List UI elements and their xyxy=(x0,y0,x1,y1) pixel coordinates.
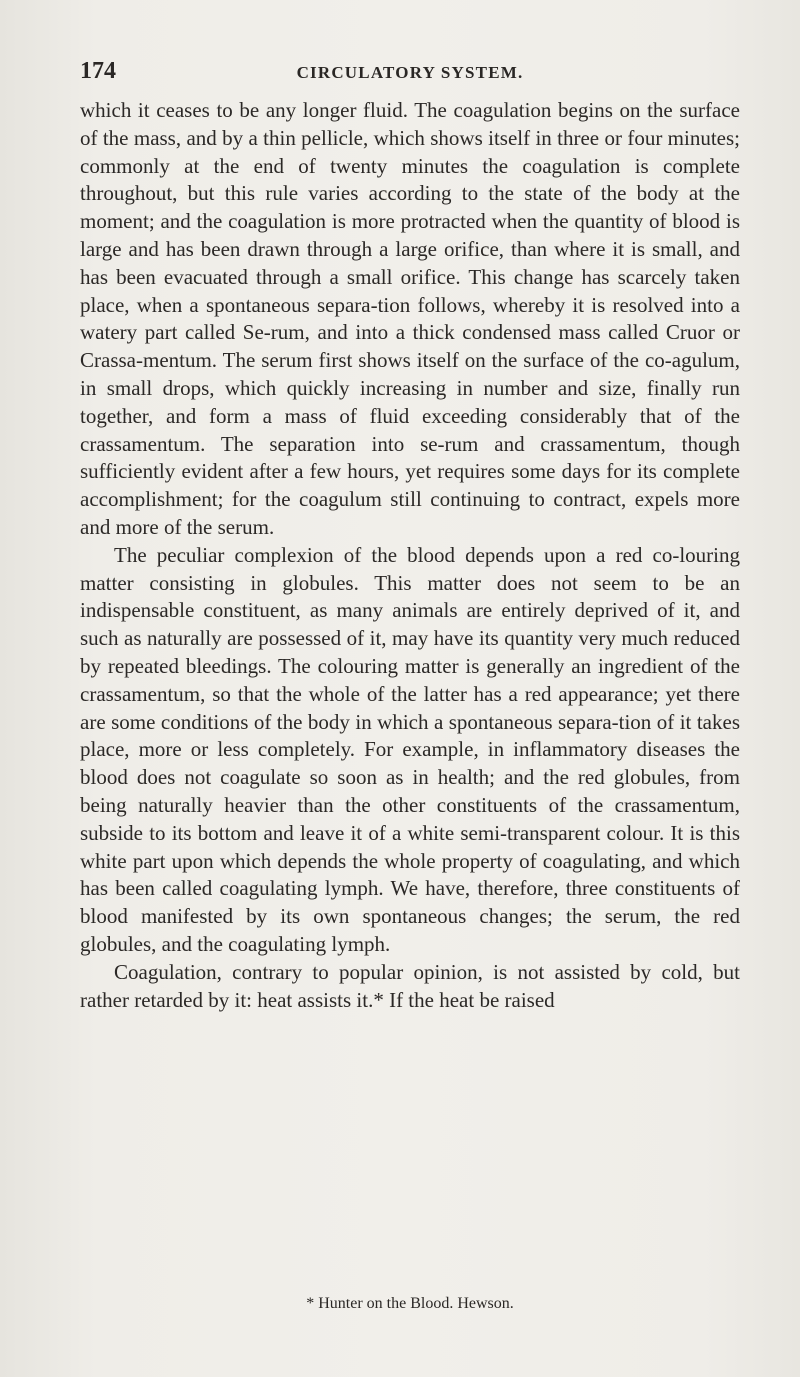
paragraph: Coagulation, contrary to popular opinion, is not assisted by cold, but rather retarded by it: heat assists it.* If the heat be raised xyxy=(80,959,740,1012)
body-text xyxy=(80,97,740,1014)
running-head: CIRCULATORY SYSTEM. xyxy=(296,63,524,82)
paragraph: which it ceases to be any longer fluid. The coagulation begins on the surface of the mass, and by a thin pellicle, which shows itself in three or four minutes; commonly at the end of twenty minutes the coagulation is complete throughout, but this rule varies according to the state of the body at the moment; and the coagulation is more protracted when the quantity of blood is large and has been drawn through a large orifice, than where it is small, and has been evacuated through a small orifice. This change has scarcely taken place, when a spontaneous separa-tion follows, whereby it is resolved into a watery part called Se-rum, and into a thick condensed mass called Cruor or Crassa-mentum. The serum first shows itself on the surface of the co-agulum, in small drops, which quickly increasing in number and size, finally run together, and form a mass of fluid exceeding considerably that of the crassamentum. The separation into se-rum and crassamentum, though sufficiently evident after a few hours, yet requires some days for its complete accomplishment; for the coagulum still continuing to contract, expels more and more of the serum. xyxy=(80,98,740,539)
paragraph: The peculiar complexion of the blood depends upon a red co-louring matter consisting in globules. This matter does not seem to be an indispensable constituent, as many animals are entirely deprived of it, and such as naturally are possessed of it, may have its quantity very much reduced by repeated bleedings. The colouring matter is generally an ingredient of the crassamentum, so that the whole of the latter has a red appearance; yet there are some conditions of the body in which a spontaneous separa-tion of it takes place, more or less completely. For example, in inflammatory diseases the blood does not coagulate so soon as in health; and the red globules, from being naturally heavier than the other constituents of the crassamentum, subside to its bottom and leave it of a white semi-transparent colour. It is this white part upon which depends the whole property of coagulating, and which has been called coagulating lymph. We have, therefore, three constituents of blood manifested by its own spontaneous changes; the serum, the red globules, and the coagulating lymph. xyxy=(80,542,740,956)
page-header xyxy=(80,58,740,88)
page-number: 174 xyxy=(80,58,116,84)
footnote: * Hunter on the Blood. Hewson. xyxy=(306,1295,514,1312)
